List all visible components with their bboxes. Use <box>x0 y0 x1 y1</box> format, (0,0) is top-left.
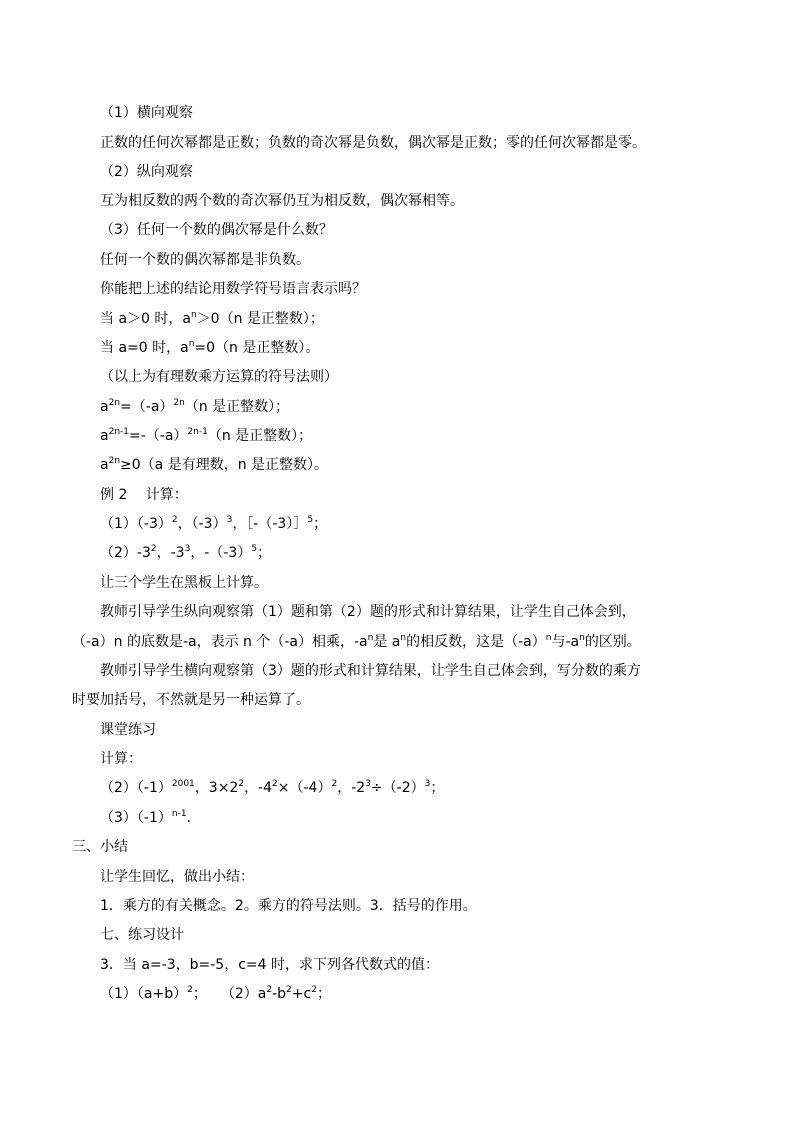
paragraph: 教师引导学生横向观察第（3）题的形式和计算结果，让学生自己体会到，写分数的乘方 <box>100 663 641 679</box>
math-line: $a^{2n}\ge 0(a$ 是有理数，n 是正整数）。 <box>100 456 329 473</box>
math-line: （-a）n 的底数是-a，表示 n 个（-a）相乘，$-a^n$是 $a^n$的相反数，这是$(-a)^n$与$-a^n$的区别。 <box>72 633 641 650</box>
paragraph: 3．当 a=-3，b=-5，c=4 时，求下列各代数式的值： <box>100 957 439 973</box>
example-heading: 例 2 计算： <box>100 487 188 503</box>
subheading-question: （3）任何一个数的偶次幂是什么数？ <box>100 222 333 238</box>
subheading-horizontal: （1）横向观察 <box>100 105 193 121</box>
section-heading: 三、小结 <box>72 839 128 855</box>
paragraph: 你能把上述的结论用数学符号语言表示吗？ <box>100 281 366 297</box>
math-line: $(3)(-1)^{n-1}$. <box>100 809 192 826</box>
paragraph: 计算： <box>100 751 142 767</box>
math-line: $a^{2n}=(-a)^{2n}(n$ 是正整数）； <box>100 398 290 415</box>
paragraph: 1．乘方的有关概念。2。乘方的符号法则。3．括号的作用。 <box>100 898 477 914</box>
note: （以上为有理数乘方运算的符号法则） <box>100 369 338 385</box>
math-line: $a^{2n-1}=-(-a)^{2n-1}(n$ 是正整数）； <box>100 427 313 444</box>
paragraph: 任何一个数的偶次幂都是非负数。 <box>100 252 310 268</box>
math-line: $(2)(-1)^{2001}$，$3\times 2^2$，$-4^2\times(-4)^2$，$-2^3\div(-2)^3$； <box>100 779 445 796</box>
section-heading: 课堂练习 <box>100 722 156 738</box>
paragraph: 让三个学生在黑板上计算。 <box>100 575 268 591</box>
paragraph: 教师引导学生纵向观察第（1）题和第（2）题的形式和计算结果，让学生自己体会到， <box>100 604 636 620</box>
math-line: $(1)(-3)^2$，$(-3)^3$，［-（-3）］$^5$； <box>100 515 328 532</box>
subheading-vertical: （2）纵向观察 <box>100 164 193 180</box>
paragraph: 正数的任何次幂都是正数；负数的奇次幂是负数，偶次幂是正数；零的任何次幂都是零。 <box>100 135 646 151</box>
paragraph: 让学生回忆，做出小结： <box>100 869 254 885</box>
math-line: $(1)(a+b)^2$； $(2)a^2-b^2+c^2$； <box>100 985 331 1002</box>
math-line: $(2)-3^2$，$-3^3$，$-(-3)^5$； <box>100 544 272 561</box>
paragraph: 互为相反数的两个数的奇次幂仍互为相反数，偶次幂相等。 <box>100 193 464 209</box>
math-line: 当 a＞0 时，$a^n>0(n$ 是正整数）； <box>100 310 324 327</box>
paragraph: 时要加括号，不然就是另一种运算了。 <box>72 692 310 708</box>
section-heading: 七、练习设计 <box>100 927 184 943</box>
math-line: 当 a=0 时，$a^n=0(n$ 是正整数）。 <box>100 339 320 356</box>
